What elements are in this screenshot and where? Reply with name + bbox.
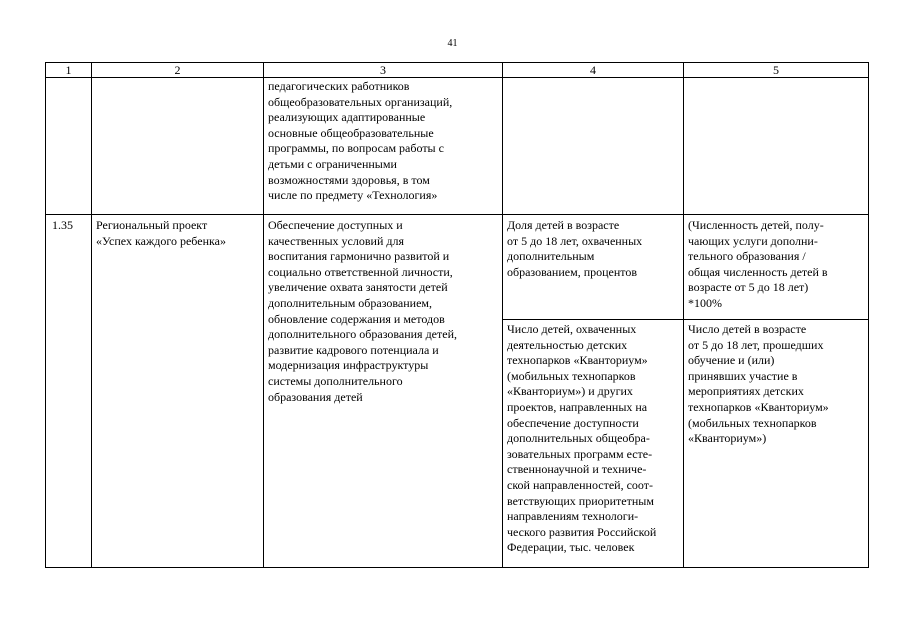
cell-indicator bbox=[503, 78, 684, 215]
indicator-text: Доля детей в возрасте от 5 до 18 лет, охваченных дополнительным образованием, процентов bbox=[507, 218, 643, 279]
cell-number bbox=[46, 78, 92, 215]
column-header: 2 bbox=[92, 63, 264, 78]
project-text: Региональный проект «Успех каждого ребенка» bbox=[96, 218, 226, 248]
page-number: 41 bbox=[447, 38, 458, 49]
cell-indicator bbox=[503, 215, 684, 320]
column-header: 1 bbox=[46, 63, 92, 78]
formula-text: Число детей в возрасте от 5 до 18 лет, прошедших обучение и (или) принявших участие в мероприятиях детских технопарков «Кванториум» (мобильных технопарков «Кванториум») bbox=[688, 322, 829, 446]
column-header: 5 bbox=[684, 63, 869, 78]
column-header-row bbox=[46, 63, 869, 78]
cell-goal bbox=[264, 78, 503, 215]
table-row bbox=[46, 215, 869, 320]
cell-project bbox=[92, 78, 264, 215]
cell-number bbox=[46, 215, 92, 568]
cell-formula bbox=[684, 320, 869, 568]
formula-text: (Численность детей, полу- чающих услуги дополни- тельного образования / общая численность детей в возрасте от 5 до 18 лет) *100% bbox=[688, 218, 828, 310]
cell-indicator bbox=[503, 320, 684, 568]
cell-formula bbox=[684, 215, 869, 320]
cell-formula bbox=[684, 78, 869, 215]
column-header: 4 bbox=[503, 63, 684, 78]
table-row bbox=[46, 78, 869, 215]
goal-text: Обеспечение доступных и качественных условий для воспитания гармонично развитой и социально ответственной личности, увеличение охвата занятости детей дополнительным образованием, обновление содержания и методов дополнительного образования детей, развитие кадрового потенциала и модернизация инфраструктуры системы дополнительного образования детей bbox=[268, 218, 457, 404]
row-number: 1.35 bbox=[52, 218, 73, 232]
goal-text: педагогических работников общеобразовательных организаций, реализующих адаптированные основные общеобразовательные программы, по вопросам работы с детьми с ограниченными возможностями здоровья, в том числе по предмету «Технология» bbox=[268, 79, 453, 203]
indicators-table bbox=[45, 62, 869, 568]
cell-goal bbox=[264, 215, 503, 568]
indicator-text: Число детей, охваченных деятельностью детских технопарков «Кванториум» (мобильных технопарков «Кванториум») и других проектов, направленных на обеспечение доступности дополнительных общеобра- зовательных программ есте- ственнонаучной и техниче- ской направленностей, соот- ветствующих приоритетным направлениям технологи- ческого развития Российской Федерации, тыс. человек bbox=[507, 322, 657, 555]
cell-project bbox=[92, 215, 264, 568]
column-header: 3 bbox=[264, 63, 503, 78]
